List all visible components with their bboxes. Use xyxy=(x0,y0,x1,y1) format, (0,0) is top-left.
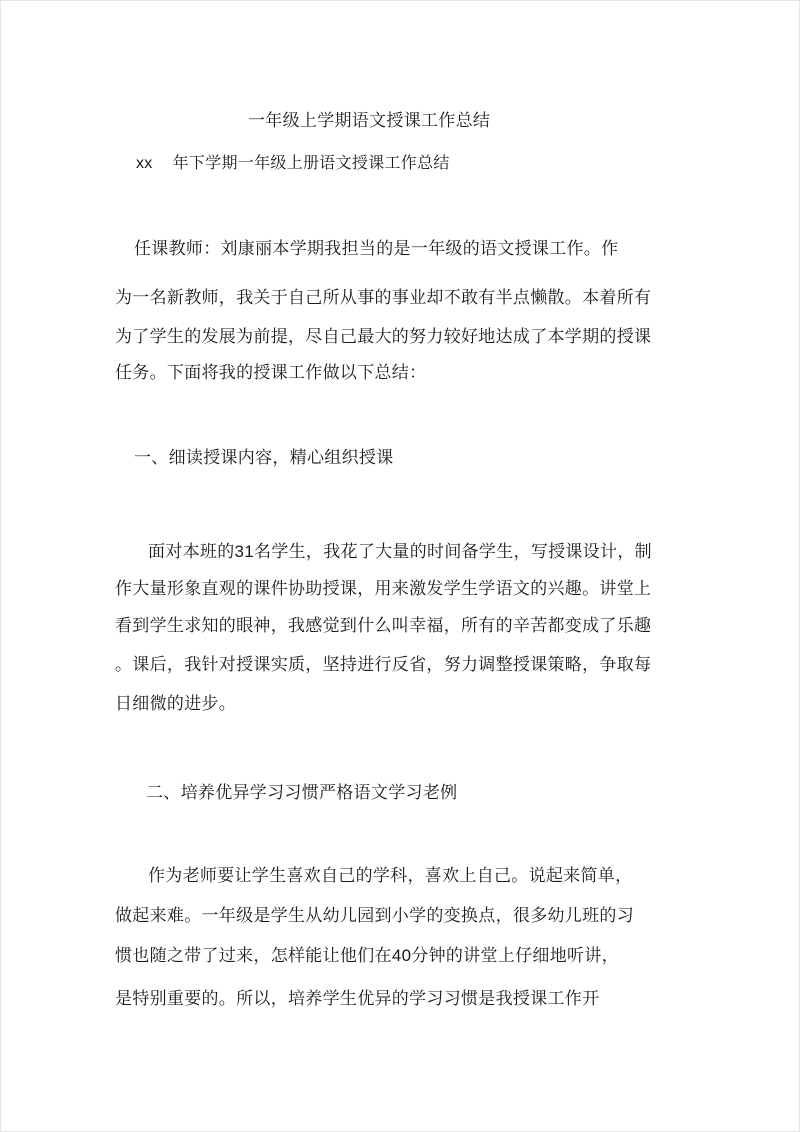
section-2-heading: 二、培养优异学习习惯严格语文学习老例 xyxy=(146,783,458,803)
document-subtitle xyxy=(136,152,450,175)
section-1-heading: 一、细读授课内容，精心组织授课 xyxy=(134,448,394,468)
section-1-line-4: 。课后，我针对授课实质，坚持进行反省，努力调整授课策略，争取每 xyxy=(115,655,652,675)
intro-line-1: 任课教师：刘康丽本学期我担当的是一年级的语文授课工作。作 xyxy=(134,239,619,259)
section-2-line-1: 作为老师要让学生喜欢自己的学科，喜欢上自己。说起来简单， xyxy=(148,866,633,886)
intro-line-2: 为一名新教师，我关于自己所从事的事业却不敢有半点懒散。本着所有 xyxy=(115,288,652,308)
section-2-line-3-b: 分钟的讲堂上仔细地听讲， xyxy=(411,946,619,966)
class-minutes: 40 xyxy=(391,946,412,965)
section-1-line-5: 日细微的进步。 xyxy=(115,694,237,714)
section-1-line-2: 作大量形象直观的课件协助授课，用来激发学生学语文的兴趣。讲堂上 xyxy=(115,579,652,599)
section-1-line-3: 看到学生求知的眼神，我感觉到什么叫幸福，所有的辛苦都变成了乐趣 xyxy=(115,616,652,636)
intro-line-4: 任务。下面将我的授课工作做以下总结： xyxy=(115,363,427,383)
section-2-line-3 xyxy=(115,945,619,967)
document-title: 一年级上学期语文授课工作总结 xyxy=(248,111,491,131)
intro-line-3: 为了学生的发展为前提，尽自己最大的努力较好地达成了本学期的授课 xyxy=(115,327,652,347)
student-count: 31 xyxy=(234,542,255,561)
section-1-line-1-b: 名学生，我花了大量的时间备学生，写授课设计，制 xyxy=(254,542,652,562)
section-2-line-3-a: 惯也随之带了过来，怎样能让他们在 xyxy=(115,946,392,966)
subtitle-text: 年下学期一年级上册语文授课工作总结 xyxy=(172,153,450,172)
section-2-line-4: 是特别重要的。所以，培养学生优异的学习习惯是我授课工作开 xyxy=(115,989,600,1009)
subtitle-year-placeholder: xx xyxy=(136,155,153,172)
section-1-line-1 xyxy=(148,541,652,563)
section-1-line-1-a: 面对本班的 xyxy=(148,542,235,562)
section-2-line-2: 做起来难。一年级是学生从幼儿园到小学的变换点，很多幼儿班的习 xyxy=(115,906,634,926)
